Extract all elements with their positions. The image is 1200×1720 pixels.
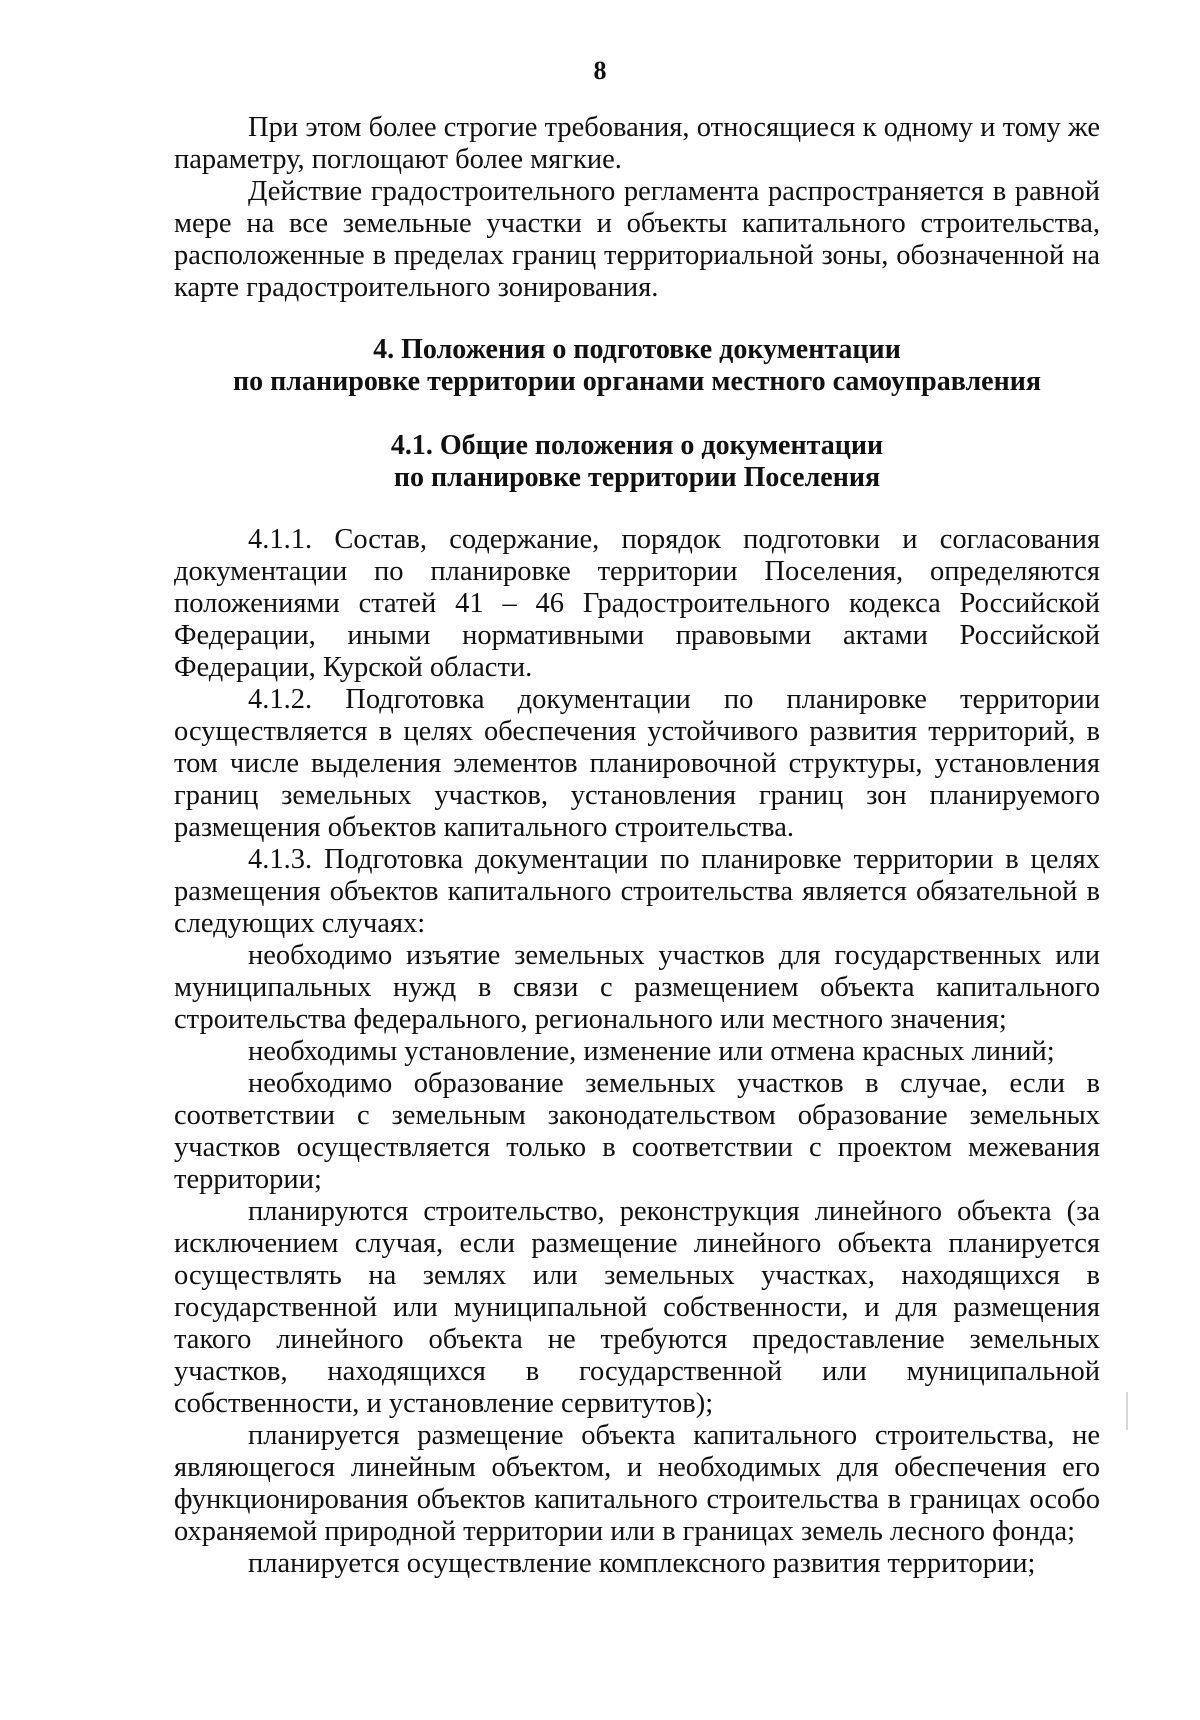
subsection-heading-line-1: 4.1. Общие положения о документации: [390, 430, 884, 461]
spacer: [174, 398, 1100, 430]
paragraph-4-1-1: 4.1.1. Состав, содержание, порядок подготовки и согласования документации по планировке территории Поселения, определяются положениями статей 41 – 46 Градостроительного кодекса Российской Федерации, иными нормативными правовыми актами Российской Федерации, Курской области.: [174, 524, 1100, 683]
subsection-heading-line-2: по планировке территории Поселения: [393, 462, 881, 493]
section-heading: [174, 334, 1100, 398]
section-heading-line-2: по планировке территории органами местного самоуправления: [233, 366, 1041, 397]
subsection-heading: [174, 430, 1100, 494]
list-item-linear-object: планируются строительство, реконструкция линейного объекта (за исключением случая, если размещение линейного объекта планируется осуществлять на землях или земельных участках, находящихся в государственной или муниципальной собственности, и для размещения такого линейного объекта не требуются предоставление земельных участков, находящихся в государственной или муниципальной собственности, и установление сервитутов);: [174, 1196, 1100, 1419]
paragraph-4-1-2: 4.1.2. Подготовка документации по планировке территории осуществляется в целях обеспечения устойчивого развития территорий, в том числе выделения элементов планировочной структуры, установления границ земельных участков, установления границ зон планируемого размещения объектов капитального строительства.: [174, 684, 1100, 843]
section-heading-line-1: 4. Положения о подготовке документации: [373, 334, 901, 365]
list-item-land-seizure: необходимо изъятие земельных участков для государственных или муниципальных нужд в связи с размещением объекта капитального строительства федерального, регионального или местного значения;: [174, 940, 1100, 1035]
scan-mark: [1126, 1392, 1128, 1430]
paragraph-4-1-3: 4.1.3. Подготовка документации по планировке территории в целях размещения объектов капитального строительства является обязательной в следующих случаях:: [174, 844, 1100, 939]
list-item-land-plot-formation: необходимо образование земельных участков в случае, если в соответствии с земельным законодательством образование земельных участков осуществляется только в соответствии с проектом межевания территории;: [174, 1068, 1100, 1195]
list-item-red-lines: необходимы установление, изменение или отмена красных линий;: [248, 1036, 1055, 1067]
spacer: [174, 304, 1100, 334]
paragraph-regulation-scope: Действие градостроительного регламента распространяется в равной мере на все земельные участки и объекты капитального строительства, расположенные в пределах границ территориальной зоны, обозначенной на карте градостроительного зонирования.: [174, 176, 1100, 303]
spacer: [174, 494, 1100, 524]
list-item-complex-development: планируется осуществление комплексного развития территории;: [248, 1548, 1036, 1579]
paragraph-strict-requirements: При этом более строгие требования, относящиеся к одному и тому же параметру, поглощают более мягкие.: [174, 112, 1100, 175]
page-number: 8: [593, 56, 607, 85]
document-body: [174, 112, 1100, 1580]
list-item-non-linear-object: планируется размещение объекта капитального строительства, не являющегося линейным объектом, и необходимых для обеспечения его функционирования объектов капитального строительства в границах особо охраняемой природной территории или в границах земель лесного фонда;: [174, 1420, 1100, 1547]
